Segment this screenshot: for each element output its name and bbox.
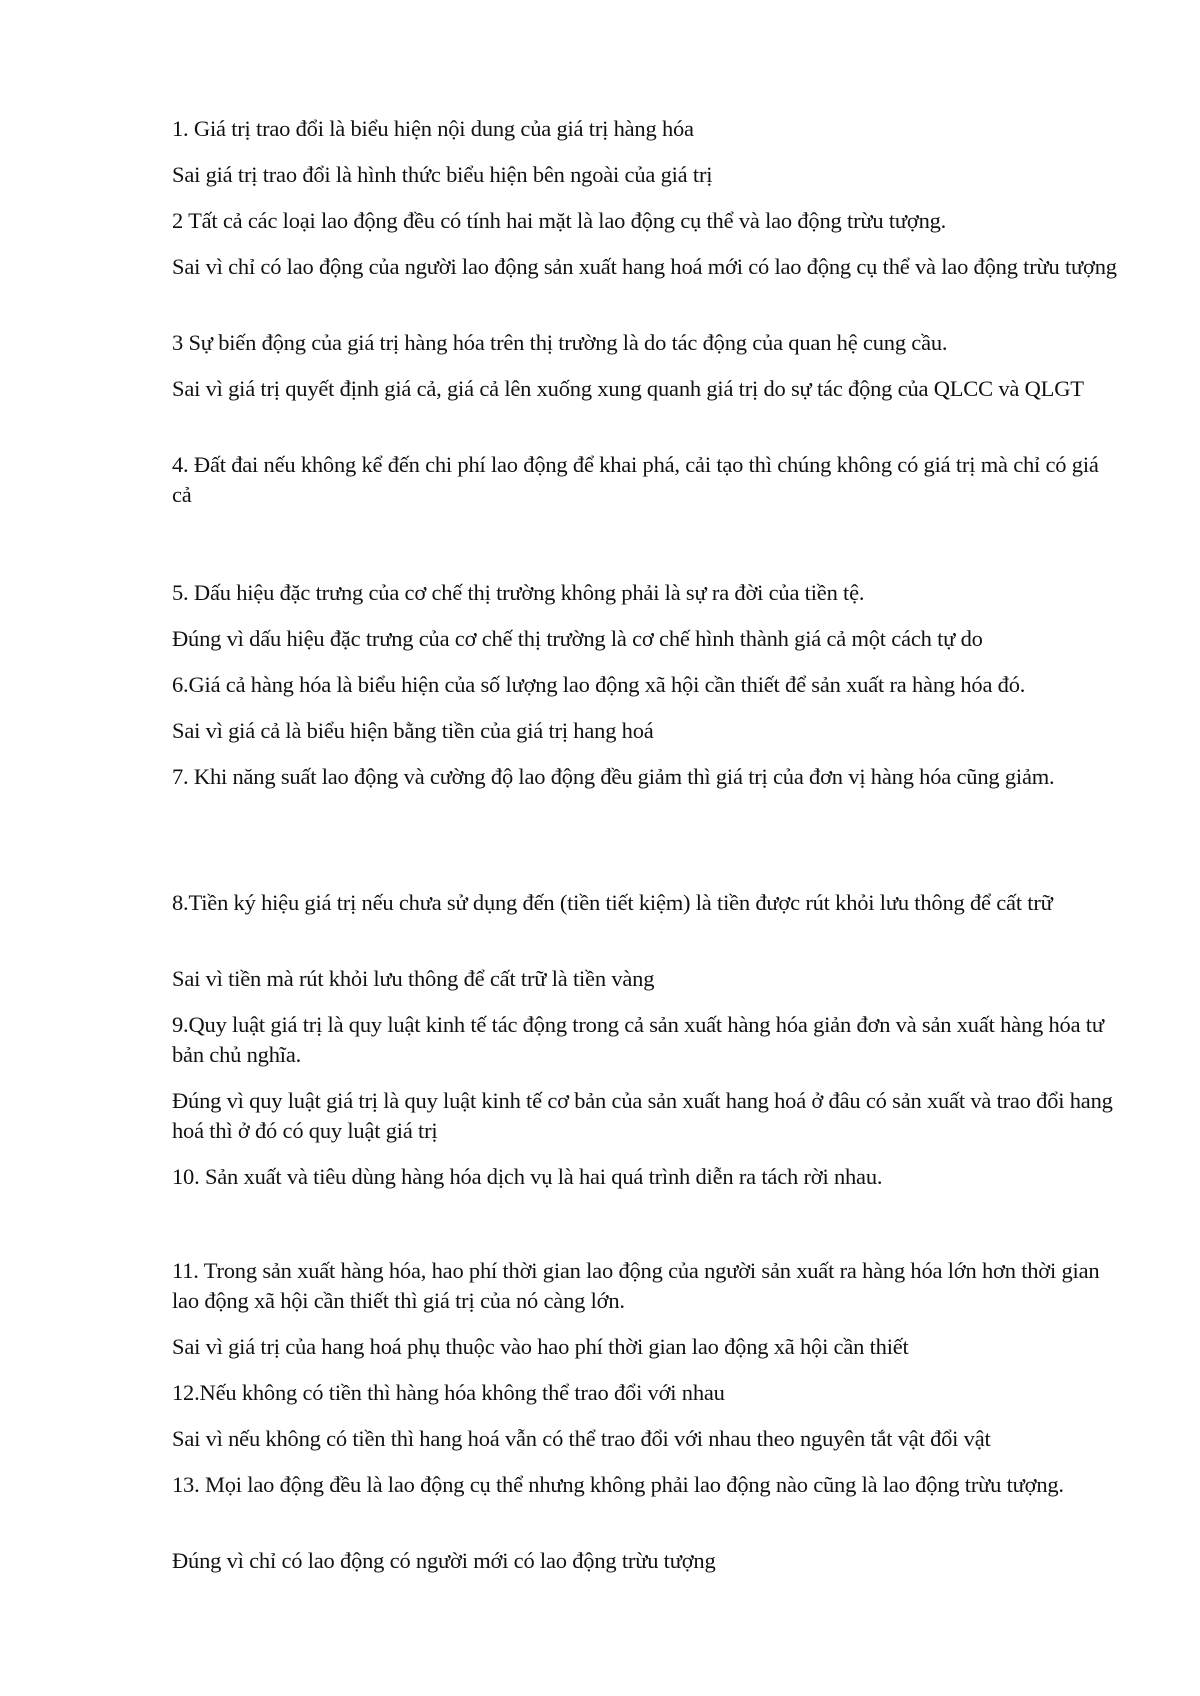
answer-5: Đúng vì dấu hiệu đặc trưng của cơ chế thị trường là cơ chế hình thành giá cả một cách tự do [172, 626, 983, 651]
answer-12: Sai vì nếu không có tiền thì hang hoá vẫn có thể trao đổi với nhau theo nguyên tắt vật đổi vật [172, 1426, 991, 1451]
answer-8: Sai vì tiền mà rút khỏi lưu thông để cất trữ là tiền vàng [172, 966, 655, 991]
answer-13: Đúng vì chỉ có lao động có người mới có lao động trừu tượng [172, 1548, 716, 1573]
question-1: 1. Giá trị trao đổi là biểu hiện nội dung của giá trị hàng hóa [172, 116, 694, 141]
question-2: 2 Tất cả các loại lao động đều có tính hai mặt là lao động cụ thể và lao động trừu tượng. [172, 208, 947, 233]
question-3: 3 Sự biến động của giá trị hàng hóa trên thị trường là do tác động của quan hệ cung cầu. [172, 330, 948, 355]
question-4: 4. Đất đai nếu không kể đến chi phí lao động để khai phá, cải tạo thì chúng không có giá trị mà chỉ có giá cả [172, 452, 1099, 507]
question-12: 12.Nếu không có tiền thì hàng hóa không thể trao đổi với nhau [172, 1380, 725, 1405]
answer-2: Sai vì chỉ có lao động của người lao động sản xuất hang hoá mới có lao động cụ thể và lao động trừu tượng [172, 254, 1117, 279]
answer-3: Sai vì giá trị quyết định giá cả, giá cả lên xuống xung quanh giá trị do sự tác động của QLCC và QLGT [172, 376, 1084, 401]
answer-6: Sai vì giá cả là biểu hiện bằng tiền của giá trị hang hoá [172, 718, 654, 743]
question-13: 13. Mọi lao động đều là lao động cụ thể nhưng không phải lao động nào cũng là lao động trừu tượng. [172, 1472, 1064, 1497]
question-10: 10. Sản xuất và tiêu dùng hàng hóa dịch vụ là hai quá trình diễn ra tách rời nhau. [172, 1164, 883, 1189]
question-7: 7. Khi năng suất lao động và cường độ lao động đều giảm thì giá trị của đơn vị hàng hóa cũng giảm. [172, 764, 1055, 789]
question-8: 8.Tiền ký hiệu giá trị nếu chưa sử dụng đến (tiền tiết kiệm) là tiền được rút khỏi lưu thông để cất trữ [172, 890, 1053, 915]
question-11: 11. Trong sản xuất hàng hóa, hao phí thời gian lao động của người sản xuất ra hàng hóa lớn hơn thời gian lao động xã hội cần thiết thì giá trị của nó càng lớn. [172, 1258, 1100, 1313]
answer-11: Sai vì giá trị của hang hoá phụ thuộc vào hao phí thời gian lao động xã hội cần thiết [172, 1334, 909, 1359]
question-9: 9.Quy luật giá trị là quy luật kinh tế tác động trong cả sản xuất hàng hóa giản đơn và sản xuất hàng hóa tư bản chủ nghĩa. [172, 1012, 1104, 1067]
answer-9: Đúng vì quy luật giá trị là quy luật kinh tế cơ bản của sản xuất hang hoá ở đâu có sản xuất và trao đổi hang hoá thì ở đó có quy luật giá trị [172, 1088, 1113, 1143]
question-5: 5. Dấu hiệu đặc trưng của cơ chế thị trường không phải là sự ra đời của tiền tệ. [172, 580, 865, 605]
question-6: 6.Giá cả hàng hóa là biểu hiện của số lượng lao động xã hội cần thiết để sản xuất ra hàng hóa đó. [172, 672, 1026, 697]
answer-1: Sai giá trị trao đổi là hình thức biểu hiện bên ngoài của giá trị [172, 162, 713, 187]
